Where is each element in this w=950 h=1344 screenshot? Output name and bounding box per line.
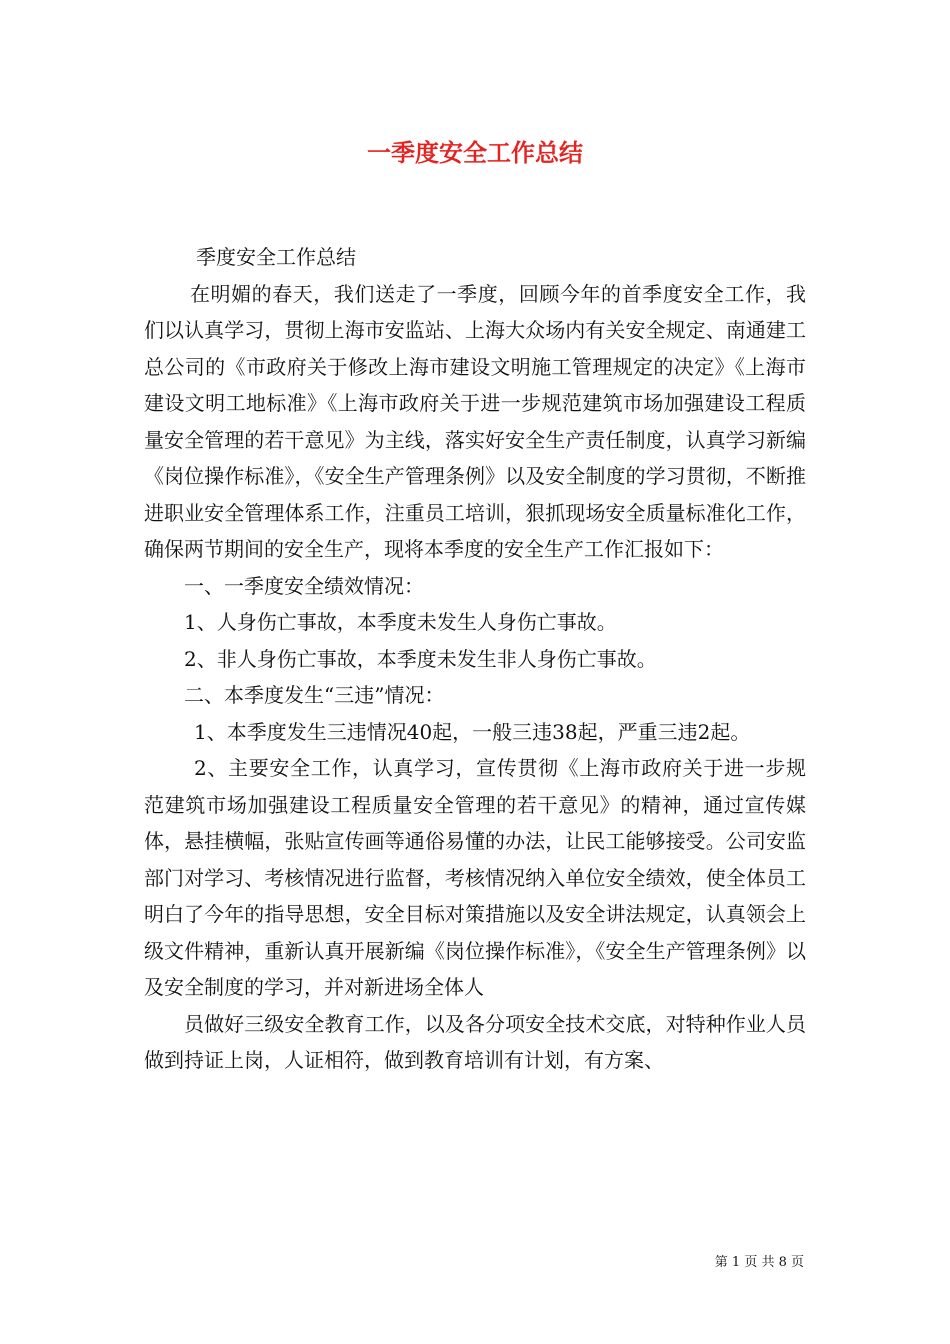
paragraph-item-1-2: 2、非人身伤亡事故，本季度未发生非人身伤亡事故。 <box>184 646 657 671</box>
page-number: 第 1 页 共 8 页 <box>714 1255 804 1270</box>
paragraph-intro: 在明媚的春天，我们送走了一季度，回顾今年的首季度安全工作，我们以认真学习，贯彻上海市安监站、上海大众场内有关安全规定、南通建工总公司的《市政府关于修改上海市建设文明施工管理规定的决定》《上海市建设文明工地标准》《上海市政府关于进一步规范建筑市场加强建设工程质量安全管理的若干意见》为主线，落实好安全生产责任制度，认真学习新编《岗位操作标准》，《安全生产管理条例》以及安全制度的学习贯彻，不断推进职业安全管理体系工作，注重员工培训，狠抓现场安全质量标准化工作，确保两节期间的安全生产，现将本季度的安全生产工作汇报如下： <box>144 281 806 561</box>
paragraph-heading: 季度安全工作总结 <box>196 245 356 269</box>
paragraph-section-2: 二、本季度发生“三违”情况： <box>184 683 445 707</box>
paragraph-continuation: 员做好三级安全教育工作，以及各分项安全技术交底，对特种作业人员做到持证上岗，人证相符，做到教育培训有计划，有方案、 <box>144 1011 806 1072</box>
document-title: 一季度安全工作总结 <box>367 139 583 167</box>
paragraph-item-2-2: 2、主要安全工作，认真学习，宣传贯彻《上海市政府关于进一步规范建筑市场加强建设工程质量安全管理的若干意见》的精神，通过宣传媒体，悬挂横幅，张贴宣传画等通俗易懂的办法，让民工能够接受。公司安监部门对学习、考核情况进行监督，考核情况纳入单位安全绩效，使全体员工明白了今年的指导思想，安全目标对策措施以及安全讲法规定，认真领会上级文件精神，重新认真开展新编《岗位操作标准》，《安全生产管理条例》以及安全制度的学习，并对新进场全体人 <box>144 756 806 999</box>
document-body <box>144 239 806 1079</box>
paragraph-item-1-1: 1、人身伤亡事故，本季度未发生人身伤亡事故。 <box>184 610 617 634</box>
paragraph-item-2-1: 1、本季度发生三违情况40起，一般三违38起，严重三违2起。 <box>194 719 751 744</box>
paragraph-section-1: 一、一季度安全绩效情况： <box>184 573 424 598</box>
